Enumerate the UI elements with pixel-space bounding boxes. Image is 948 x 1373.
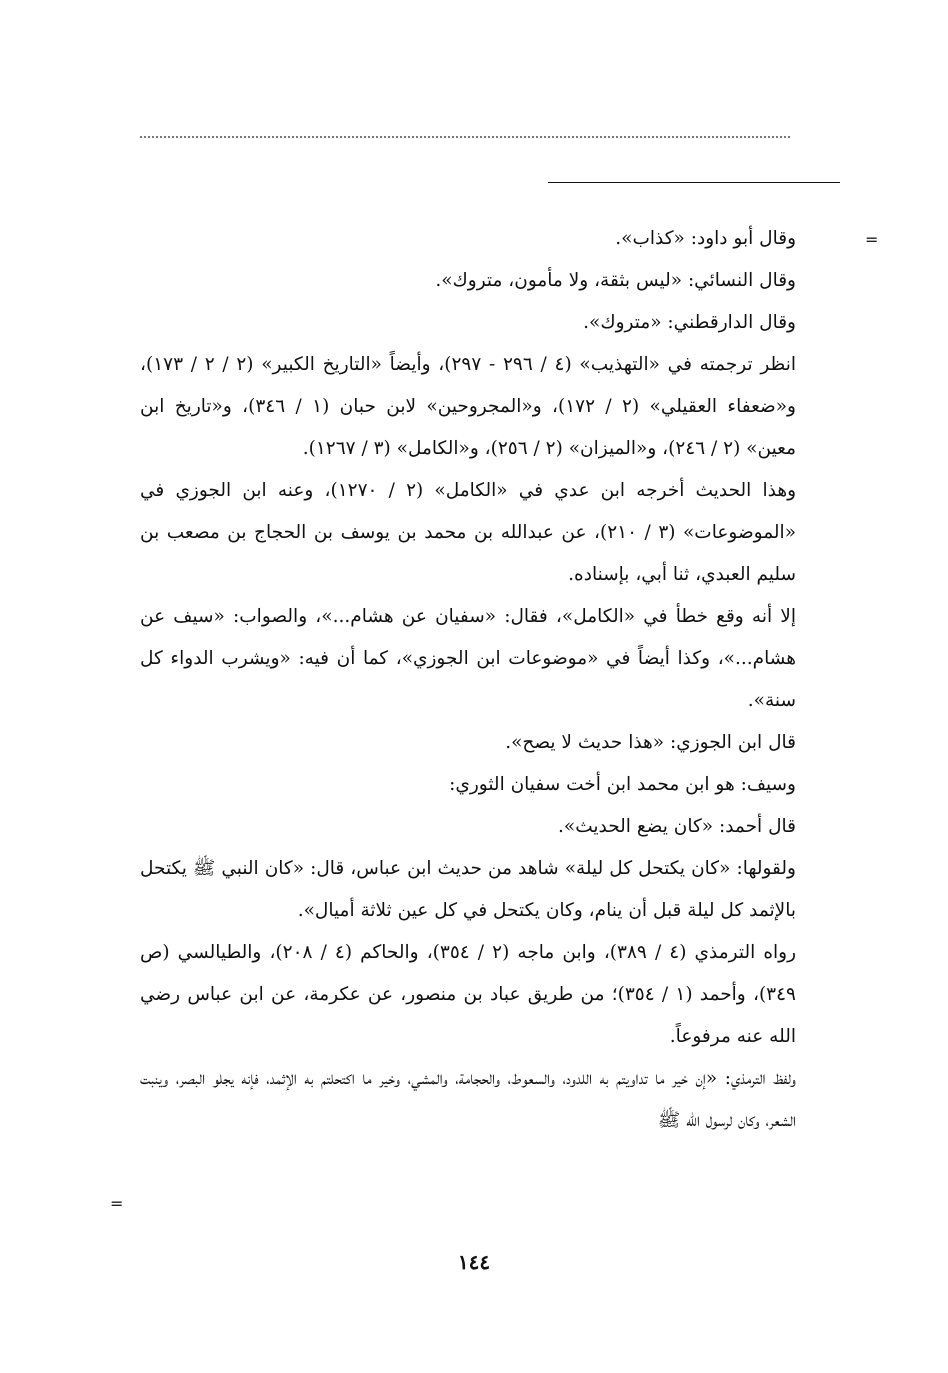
paragraph: وقال النسائي: «ليس بثقة، ولا مأمون، متروك».	[435, 270, 796, 291]
paragraph: قال أحمد: «كان يضع الحديث».	[558, 816, 796, 837]
paragraph: وقال أبو داود: «كذاب».	[615, 228, 796, 249]
continuation-mark-top: =	[865, 230, 879, 249]
paragraph: ولقولها: «كان يكتحل كل ليلة» شاهد من حديث ابن عباس، قال: «كان النبي ﷺ يكتحل بالإثمد كل ليلة قبل أن ينام، وكان يكتحل في كل عين ثلاثة أميال».	[140, 858, 796, 921]
continuation-mark-bottom: =	[110, 1194, 124, 1213]
paragraph: انظر ترجمته في «التهذيب» (٤ / ٢٩٦ - ٢٩٧)، وأيضاً «التاريخ الكبير» (٢ / ٢ / ١٧٣)، و«ضعفاء العقيلي» (٢ / ١٧٢)، و«المجروحين» لابن حبان (١ / ٣٤٦)، و«تاريخ ابن معين» (٢ / ٢٤٦)، و«الميزان» (٢ / ٢٥٦)، و«الكامل» (٣ / ١٢٦٧).	[140, 354, 797, 459]
paragraph: ولفظ الترمذي: «إن خير ما تداويتم به اللدود، والسعوط، والحجامة، والمشي، وخير ما اكتحلتم به الإثمد، فإنه يجلو البصر، وينبت الشعر، وكان لرسول الله ﷺ	[140, 1068, 796, 1131]
footnote-rule	[548, 182, 840, 183]
page-number: ١٤٤	[457, 1250, 491, 1274]
paragraph: وهذا الحديث أخرجه ابن عدي في «الكامل» (٢ / ١٢٧٠)، وعنه ابن الجوزي في «الموضوعات» (٣ / ٢١٠)، عن عبدالله بن محمد بن يوسف بن الحجاج بن مصعب بن سليم العبدي، ثنا أبي، بإسناده.	[140, 480, 797, 585]
dotted-separator	[140, 136, 790, 138]
paragraph: إلا أنه وقع خطأ في «الكامل»، فقال: «سفيان عن هشام...»، والصواب: «سيف عن هشام...»، وكذا أيضاً في «موضوعات ابن الجوزي»، كما أن فيه: «ويشرب الدواء كل سنة».	[140, 606, 796, 711]
paragraph: قال ابن الجوزي: «هذا حديث لا يصح».	[505, 732, 796, 753]
paragraph: رواه الترمذي (٤ / ٣٨٩)، وابن ماجه (٢ / ٣٥٤)، والحاكم (٤ / ٢٠٨)، والطيالسي (ص ٣٤٩)، وأحمد (١ / ٣٥٤)؛ من طريق عباد بن منصور، عن عكرمة، عن ابن عباس رضي الله عنه مرفوعاً.	[140, 942, 797, 1047]
paragraph: وقال الدارقطني: «متروك».	[583, 312, 796, 333]
paragraph: وسيف: هو ابن محمد ابن أخت سفيان الثوري:	[449, 774, 796, 795]
footnote-text	[140, 218, 796, 1142]
